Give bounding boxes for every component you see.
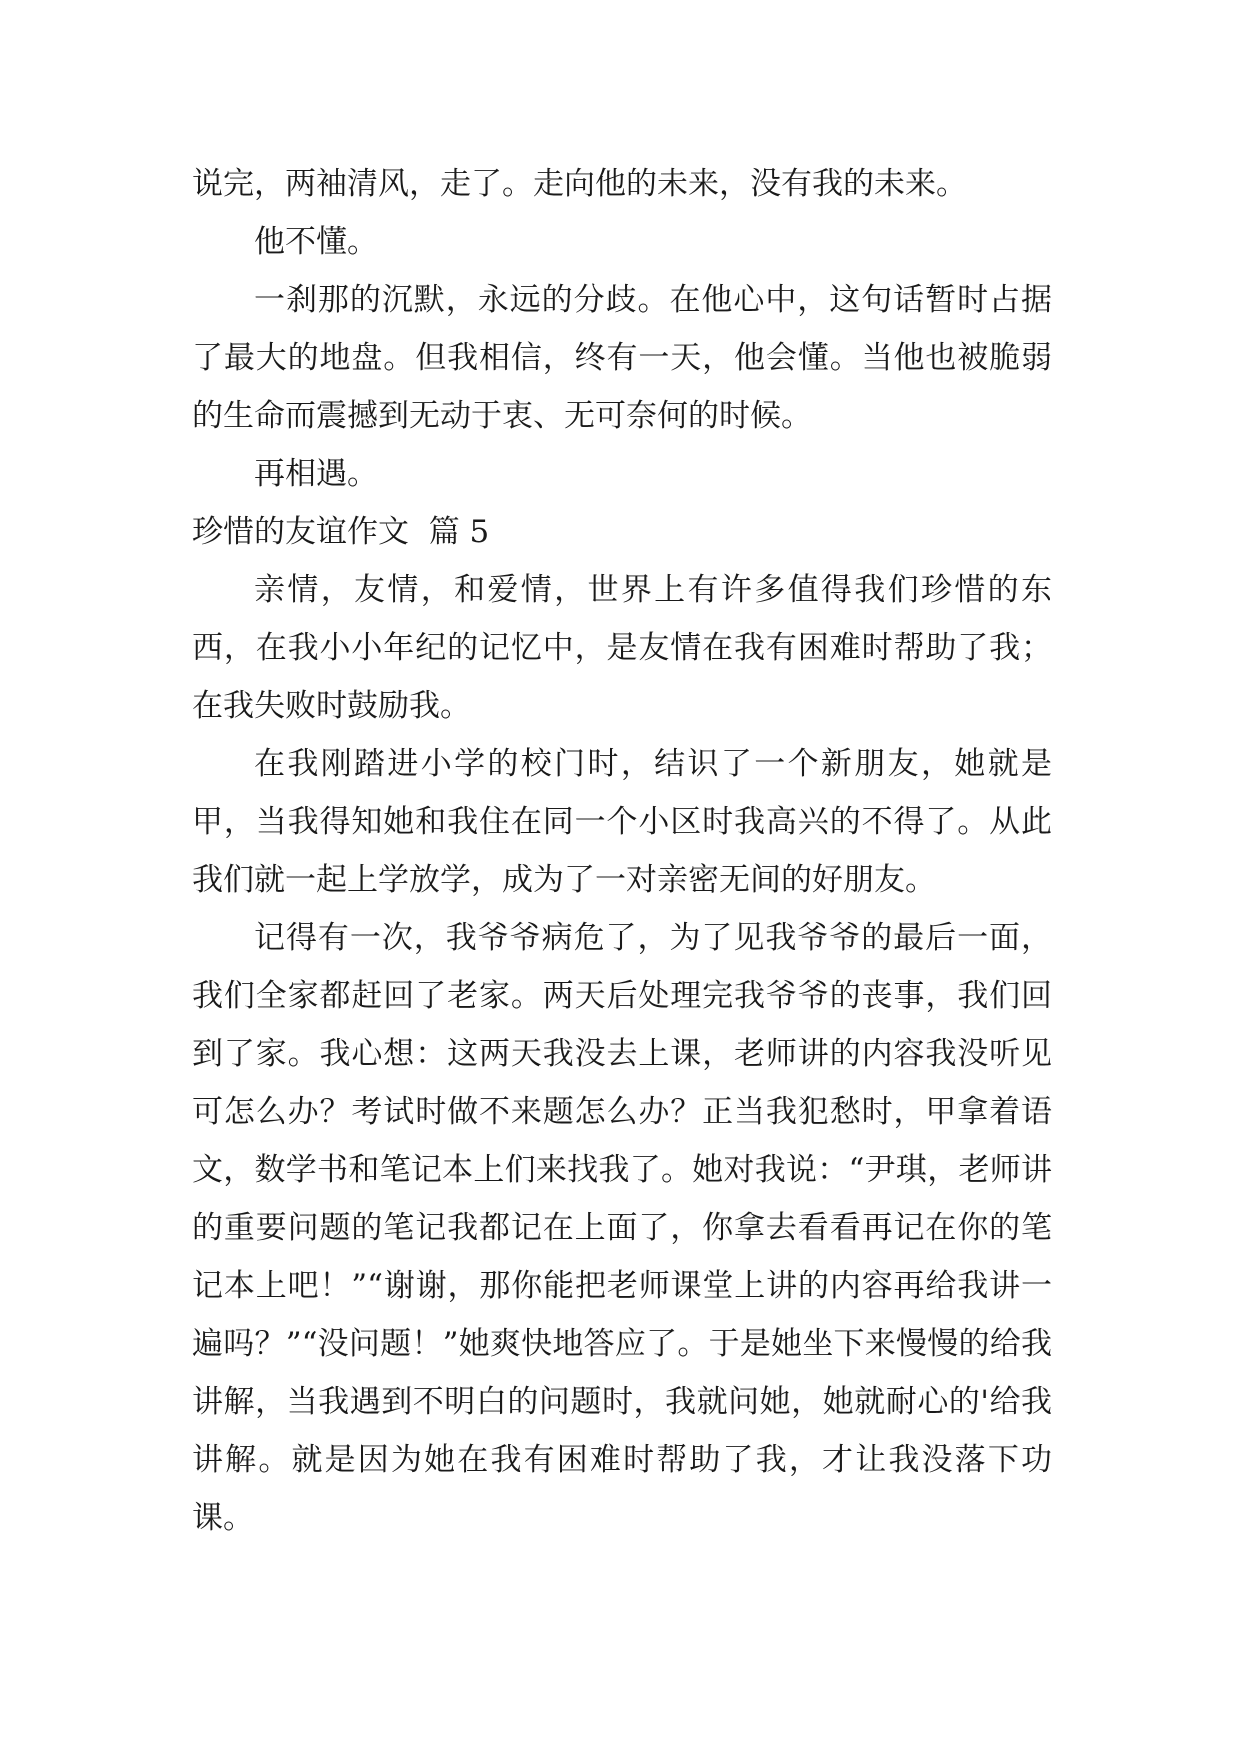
paragraph: 亲情，友情，和爱情，世界上有许多值得我们珍惜的东西，在我小小年纪的记忆中，是友情在我有困难时帮助了我；在我失败时鼓励我。 — [192, 572, 1052, 724]
paragraph: 一刹那的沉默，永远的分歧。在他心中，这句话暂时占据了最大的地盘。但我相信，终有一天，他会懂。当他也被脆弱的生命而震撼到无动于衷、无可奈何的时候。 — [192, 282, 1052, 434]
section-heading: 珍惜的友谊作文 篇 5 — [192, 514, 490, 550]
paragraph: 在我刚踏进小学的校门时，结识了一个新朋友，她就是甲，当我得知她和我住在同一个小区时我高兴的不得了。从此我们就一起上学放学，成为了一对亲密无间的好朋友。 — [192, 746, 1052, 898]
paragraph: 他不懂。 — [254, 224, 378, 260]
paragraph: 说完，两袖清风，走了。走向他的未来，没有我的未来。 — [192, 166, 967, 202]
paragraph: 记得有一次，我爷爷病危了，为了见我爷爷的最后一面，我们全家都赶回了老家。两天后处理完我爷爷的丧事，我们回到了家。我心想：这两天我没去上课，老师讲的内容我没听见可怎么办？考试时做不来题怎么办？正当我犯愁时，甲拿着语文，数学书和笔记本上们来找我了。她对我说：“尹琪，老师讲的重要问题的笔记我都记在上面了，你拿去看看再记在你的笔记本上吧！”“谢谢，那你能把老师课堂上讲的内容再给我讲一遍吗？”“没问题！”她爽快地答应了。于是她坐下来慢慢的给我讲解，当我遇到不明白的问题时，我就问她，她就耐心的'给我讲解。就是因为她在我有困难时帮助了我，才让我没落下功课。 — [192, 920, 1052, 1536]
document-body — [192, 155, 1052, 1547]
paragraph: 再相遇。 — [254, 456, 378, 492]
